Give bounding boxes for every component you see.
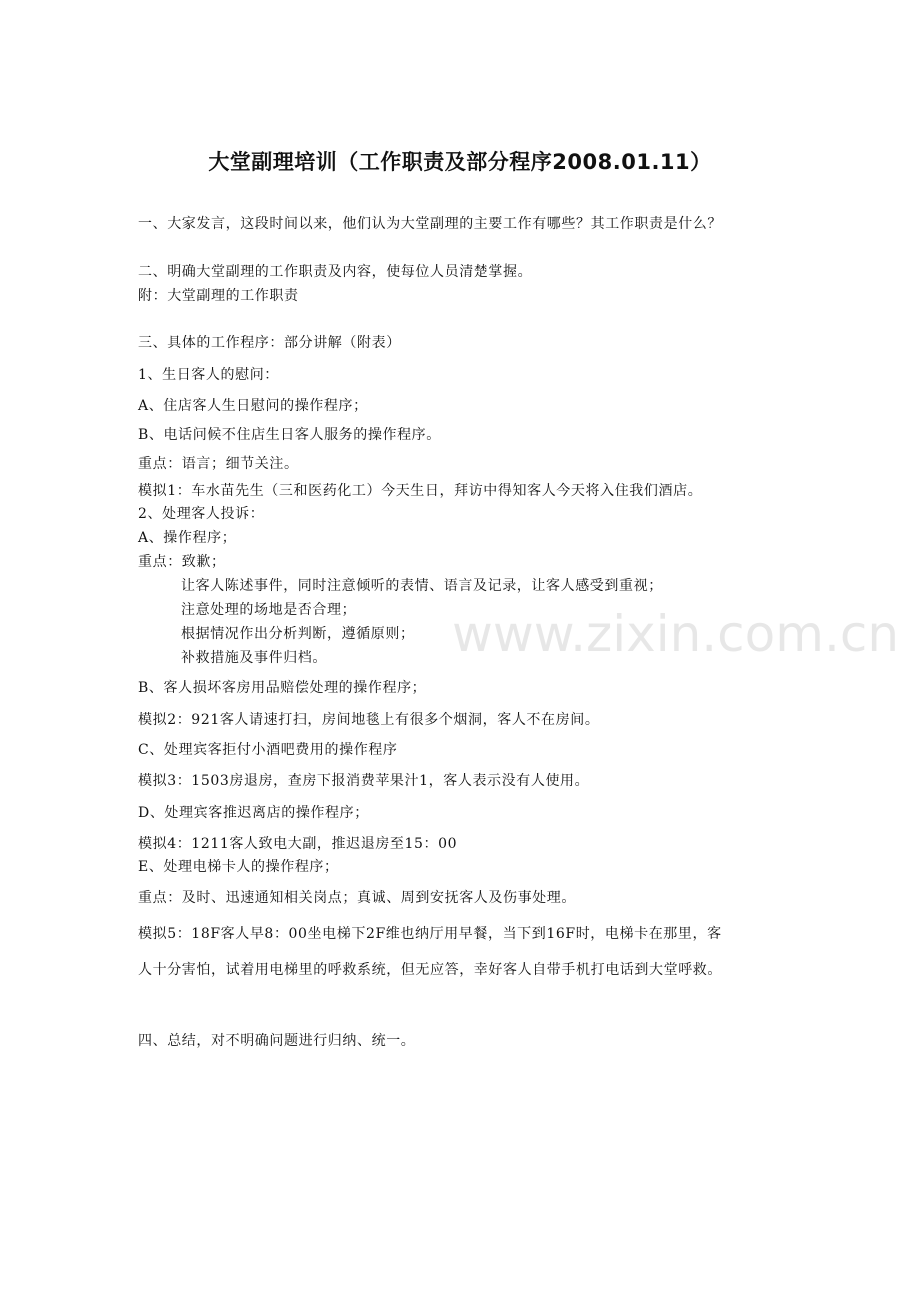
section-2-text: 二、明确大堂副理的工作职责及内容，使每位人员清楚掌握。 <box>138 264 533 280</box>
simulation-3: 模拟3：1503房退房，查房下报消费苹果汁1，客人表示没有人使用。 <box>138 773 590 789</box>
key-point-sub-3: 根据情况作出分析判断，遵循原则； <box>181 626 415 642</box>
key-point-sub-4: 补救措施及事件归档。 <box>181 650 327 666</box>
document-title: 大堂副理培训（工作职责及部分程序2008.01.11） <box>208 150 712 174</box>
key-point-sub-2: 注意处理的场地是否合理； <box>181 602 357 618</box>
section-4-text: 四、总结，对不明确问题进行归纳、统一。 <box>138 1033 416 1049</box>
simulation-5-line-1: 模拟5：18F客人早8：00坐电梯下2F维也纳厅用早餐，当下到16F时，电梯卡在那里，客 <box>138 926 722 942</box>
item-1a: A、住店客人生日慰问的操作程序； <box>138 398 368 414</box>
item-2a: A、操作程序； <box>138 530 237 546</box>
key-point-sub-1: 让客人陈述事件，同时注意倾听的表情、语言及记录，让客人感受到重视； <box>181 578 663 594</box>
appendix-note: 附：大堂副理的工作职责 <box>138 288 299 304</box>
section-3-heading: 三、具体的工作程序：部分讲解（附表） <box>138 335 401 351</box>
item-1-heading: 1、生日客人的慰问： <box>138 367 279 383</box>
item-2c: C、处理宾客拒付小酒吧费用的操作程序 <box>138 742 398 758</box>
item-2d: D、处理宾客推迟离店的操作程序； <box>138 805 369 821</box>
item-2-heading: 2、处理客人投诉： <box>138 506 265 522</box>
item-2b: B、客人损坏客房用品赔偿处理的操作程序； <box>138 680 427 696</box>
simulation-5-line-2: 人十分害怕，试着用电梯里的呼救系统，但无应答，幸好客人自带手机打电话到大堂呼救。 <box>138 962 722 978</box>
section-1-text: 一、大家发言，这段时间以来，他们认为大堂副理的主要工作有哪些？其工作职责是什么？ <box>138 216 722 232</box>
item-2e-key-points: 重点：及时、迅速通知相关岗点；真诚、周到安抚客人及伤事处理。 <box>138 890 576 906</box>
simulation-1: 模拟1：车水苗先生（三和医药化工）今天生日，拜访中得知客人今天将入住我们酒店。 <box>138 483 703 499</box>
item-1b: B、电话问候不住店生日客人服务的操作程序。 <box>138 427 441 443</box>
item-2-key-points: 重点：致歉； <box>138 554 226 570</box>
simulation-4: 模拟4：1211客人致电大副，推迟退房至15：00 <box>138 836 458 852</box>
item-2e: E、处理电梯卡人的操作程序； <box>138 859 339 875</box>
simulation-2: 模拟2：921客人请速打扫，房间地毯上有很多个烟洞，客人不在房间。 <box>138 712 600 728</box>
item-1-key-points: 重点：语言；细节关注。 <box>138 456 299 472</box>
watermark-text: www.zixin.com.cn <box>452 605 900 663</box>
